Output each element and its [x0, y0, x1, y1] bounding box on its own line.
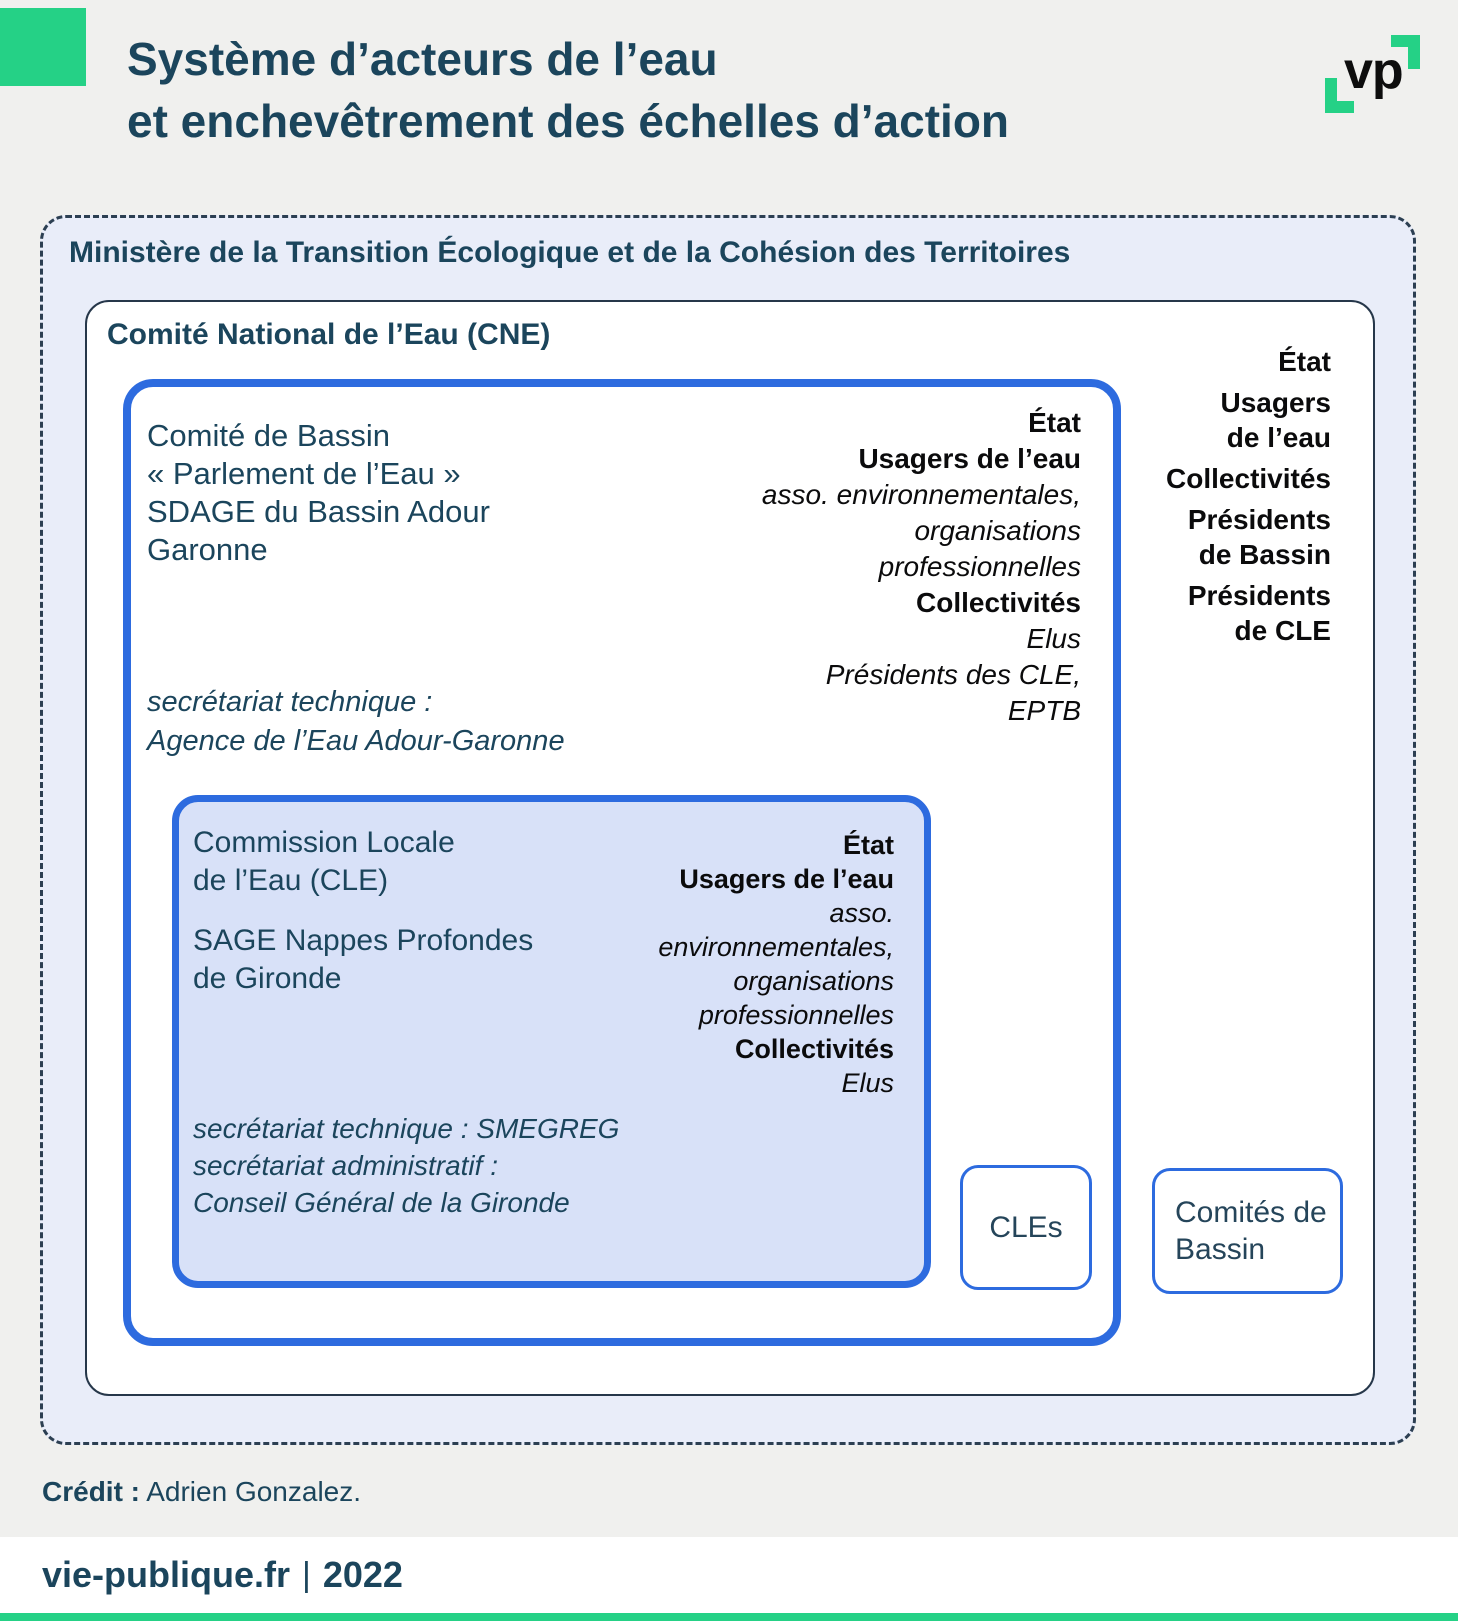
cne-actor-line: Présidents [1187, 504, 1331, 535]
comites-de-bassin-box [1152, 1168, 1343, 1294]
cle-title-line: de Gironde [193, 962, 342, 995]
comite-bassin-title-line: Garonne [147, 532, 268, 567]
page-title-line2: et enchevêtrement des échelles d’action [127, 95, 1010, 147]
cne-actor-line: Usagers [1220, 387, 1331, 418]
cle-secretariat [193, 1110, 619, 1221]
footer-green-bar [0, 1613, 1458, 1621]
cle-actor-line: Elus [841, 1068, 894, 1098]
cne-actor-line: de Bassin [1198, 539, 1331, 570]
cle-secretariat-line: secrétariat administratif : [193, 1150, 498, 1181]
ministere-label: Ministère de la Transition Écologique et de la Cohésion des Territoires [69, 236, 1071, 269]
cle-actor-line: professionnelles [698, 1000, 894, 1030]
cle-actor-line: environnementales, [658, 932, 894, 962]
comite-bassin-title-line: « Parlement de l’Eau » [147, 456, 461, 491]
cles-box [960, 1165, 1092, 1290]
footer-site: vie-publique.fr [42, 1554, 291, 1595]
comite-bassin-title [147, 417, 490, 569]
comite-bassin-title-line: Comité de Bassin [147, 418, 390, 453]
cle-title-line: Commission Locale [193, 826, 455, 859]
cle-actors-list [658, 828, 894, 1100]
cle-actor-line: asso. [829, 898, 894, 928]
comite-bassin-actors-list [762, 405, 1081, 729]
cle-box [172, 795, 931, 1288]
comite-bassin-title-line: SDAGE du Bassin Adour [147, 494, 490, 529]
comite-bassin-actor-line: EPTB [1007, 695, 1081, 726]
cne-box [85, 300, 1375, 1396]
comite-bassin-actor-line: asso. environnementales, [761, 479, 1081, 510]
footer-year: 2022 [322, 1554, 403, 1595]
cle-title-line: SAGE Nappes Profondes [193, 924, 534, 957]
comite-bassin-secretariat [147, 683, 565, 761]
vie-publique-logo [1325, 35, 1420, 113]
cne-actor-line: de l’eau [1226, 422, 1331, 453]
credit-author: Adrien Gonzalez. [140, 1476, 362, 1507]
logo-vp-text: vp [1344, 42, 1403, 100]
cne-actor-line: Collectivités [1166, 463, 1331, 494]
cne-actor-line: État [1278, 346, 1331, 377]
credit-label: Crédit : [42, 1476, 140, 1507]
cne-actors-list [1166, 344, 1331, 648]
comite-bassin-secretariat-line: Agence de l’Eau Adour-Garonne [147, 725, 565, 757]
cne-actor-line: de CLE [1234, 615, 1331, 646]
cle-actor-line: organisations [733, 966, 894, 996]
comites-de-bassin-box-label: Comités de Bassin [1175, 1196, 1327, 1266]
cle-secretariat-line: secrétariat technique : SMEGREG [193, 1113, 620, 1144]
comite-bassin-secretariat-line: secrétariat technique : [147, 686, 433, 718]
footer-band [0, 1537, 1458, 1613]
cle-title [193, 824, 533, 998]
cle-secretariat-line: Conseil Général de la Gironde [193, 1187, 570, 1218]
page-title-line1: Système d’acteurs de l’eau [127, 33, 718, 85]
credit-line [42, 1476, 361, 1508]
page-title [127, 28, 1009, 152]
cles-box-label: CLEs [989, 1211, 1063, 1244]
cle-actor-line: Usagers de l’eau [679, 864, 894, 894]
comite-bassin-box [123, 379, 1121, 1346]
comite-bassin-actor-line: État [1028, 407, 1081, 438]
comite-bassin-actor-line: Usagers de l’eau [858, 443, 1081, 474]
logo-bracket-bottom-left-icon [1325, 78, 1354, 113]
comite-bassin-actor-line: organisations [914, 515, 1081, 546]
comite-bassin-actor-line: professionnelles [878, 551, 1081, 582]
cne-actor-line: Présidents [1187, 580, 1331, 611]
cne-title: Comité National de l’Eau (CNE) [107, 318, 551, 351]
cle-actor-line: État [842, 830, 894, 860]
comite-bassin-actor-line: Collectivités [916, 587, 1081, 618]
ministere-container-box [40, 215, 1416, 1445]
comite-bassin-actor-line: Elus [1026, 623, 1081, 654]
footer-separator: | [302, 1555, 311, 1594]
cle-title-line: de l’Eau (CLE) [193, 864, 389, 897]
accent-green-square [0, 8, 86, 86]
comite-bassin-actor-line: Présidents des CLE, [825, 659, 1081, 690]
cle-actor-line: Collectivités [734, 1034, 894, 1064]
